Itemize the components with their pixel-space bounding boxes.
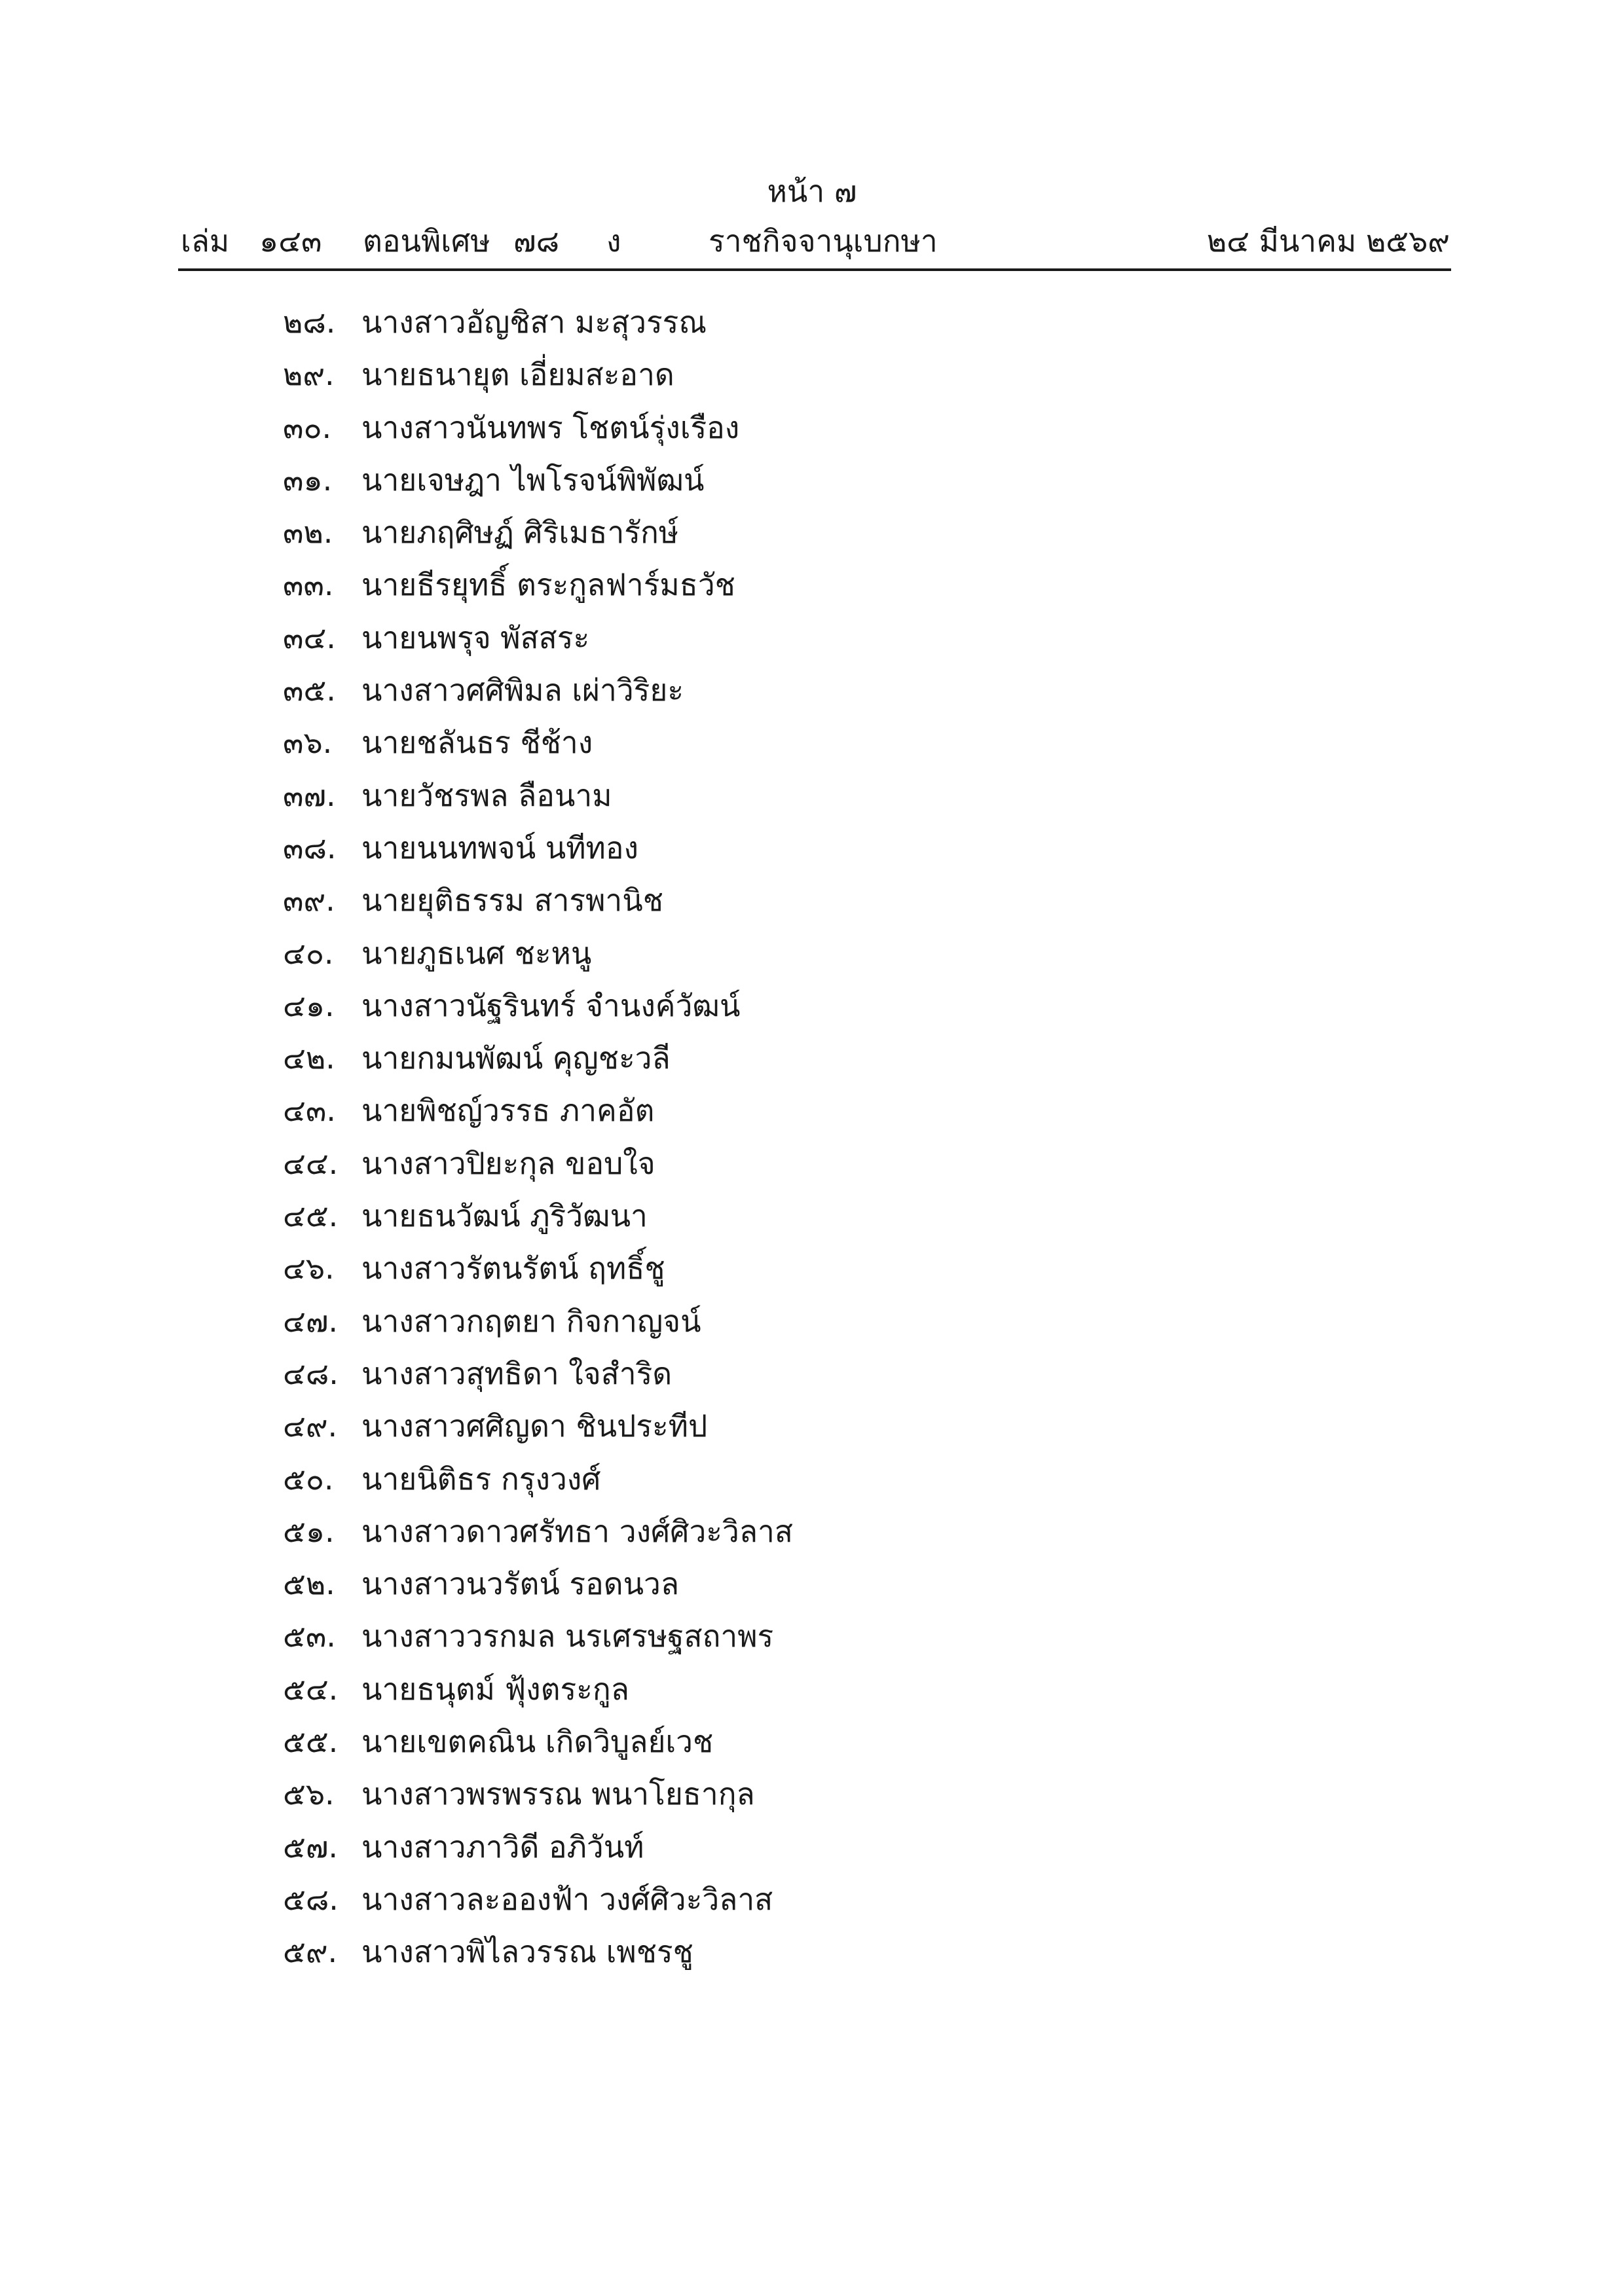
item-number: ๕๒.	[283, 1566, 335, 1602]
person-name: นายนพรุจ พัสสระ	[361, 619, 590, 655]
item-number: ๓๑.	[283, 462, 333, 498]
person-name: นางสาววรกมล นรเศรษฐสถาพร	[361, 1618, 774, 1654]
item-number: ๔๒.	[283, 1040, 335, 1076]
person-name: นายกมนพัฒน์ คุญชะวลี	[361, 1040, 671, 1076]
person-name: นางสาวนัฐรินทร์ จำนงค์วัฒน์	[361, 987, 741, 1023]
item-number: ๓๖.	[283, 725, 333, 761]
person-name: นายชลันธร ชีช้าง	[361, 725, 593, 761]
item-number: ๓๒.	[283, 515, 333, 551]
item-number: ๔๐.	[283, 935, 334, 971]
person-name: นายธนุตม์ ฟุ้งตระกูล	[361, 1671, 629, 1707]
item-number: ๕๙.	[283, 1934, 338, 1970]
person-name: นางสาวละอองฟ้า วงศ์ศิวะวิลาส	[361, 1881, 773, 1917]
person-name: นางสาวอัญชิสา มะสุวรรณ	[361, 304, 707, 340]
item-number: ๒๙.	[283, 357, 335, 393]
person-name: นางสาวสุทธิดา ใจสำริด	[361, 1355, 673, 1391]
person-name: นายเขตคณิน เกิดวิบูลย์เวช	[361, 1724, 714, 1760]
person-name: นายนิติธร กรุงวงศ์	[361, 1461, 601, 1497]
section-letter: ง	[606, 223, 621, 259]
person-name: นายยุติธรรม สารพานิช	[361, 883, 663, 919]
publication-date: ๒๔ มีนาคม ๒๕๖๙	[1206, 223, 1450, 259]
item-number: ๕๕.	[283, 1724, 339, 1760]
gazette-header	[181, 221, 1450, 261]
item-number: ๔๘.	[283, 1355, 339, 1391]
item-number: ๕๔.	[283, 1671, 339, 1707]
item-number: ๓๐.	[283, 409, 332, 445]
gazette-name: ราชกิจจานุเบกษา	[709, 223, 938, 259]
person-name: นางสาวรัตนรัตน์ ฤทธิ์ชู	[361, 1250, 665, 1286]
person-name: นางสาวนวรัตน์ รอดนวล	[361, 1566, 680, 1602]
person-name: นางสาวพรพรรณ พนาโยธากุล	[361, 1776, 755, 1812]
item-number: ๓๗.	[283, 777, 336, 813]
person-name: นางสาวดาวศรัทธา วงศ์ศิวะวิลาส	[361, 1513, 793, 1549]
volume-label: เล่ม	[181, 223, 230, 259]
person-name: นางสาวกฤตยา กิจกาญจน์	[361, 1303, 701, 1339]
person-name: นายภูธเนศ ชะหนู	[361, 935, 592, 971]
issue-number: ๗๘	[513, 223, 560, 259]
item-number: ๔๕.	[283, 1198, 339, 1234]
person-name: นายเจษฎา ไพโรจน์พิพัฒน์	[361, 462, 705, 498]
person-name: นายภฤศิษฏ์ ศิริเมธารักษ์	[361, 515, 679, 551]
item-number: ๕๐.	[283, 1461, 334, 1497]
person-name: นายธนายุต เอี่ยมสะอาด	[361, 357, 674, 393]
item-number: ๓๘.	[283, 829, 337, 866]
item-number: ๕๖.	[283, 1776, 335, 1812]
person-name: นายนนทพจน์ นทีทอง	[361, 829, 638, 866]
person-name: นางสาวภาวิดี อภิวันท์	[361, 1829, 644, 1865]
issue-label: ตอนพิเศษ	[363, 223, 490, 259]
item-number: ๔๗.	[283, 1303, 339, 1339]
item-number: ๓๔.	[283, 619, 336, 655]
person-name: นายวัชรพล ลือนาม	[361, 777, 612, 813]
item-number: ๔๔.	[283, 1145, 339, 1181]
person-name: นายธนวัฒน์ ภูริวัฒนา	[361, 1198, 648, 1234]
item-number: ๔๙.	[283, 1408, 338, 1444]
item-number: ๕๓.	[283, 1618, 336, 1654]
item-number: ๓๓.	[283, 567, 334, 603]
person-name: นางสาวศศิพิมล เผ่าวิริยะ	[361, 672, 684, 708]
header-divider	[178, 268, 1451, 271]
item-number: ๓๙.	[283, 883, 335, 919]
item-number: ๓๕.	[283, 672, 336, 708]
item-number: ๔๖.	[283, 1250, 335, 1286]
item-number: ๕๘.	[283, 1881, 339, 1917]
person-name: นางสาวนันทพร โชตน์รุ่งเรือง	[361, 409, 740, 445]
item-number: ๒๘.	[283, 304, 336, 340]
person-name: นางสาวปิยะกุล ขอบใจ	[361, 1145, 655, 1181]
person-name: นายพิชญ์วรรธ ภาคอัต	[361, 1093, 655, 1129]
person-name: นางสาวพิไลวรรณ เพชรชู	[361, 1934, 693, 1970]
person-name: นางสาวศศิญดา ชินประทีป	[361, 1408, 708, 1444]
item-number: ๕๗.	[283, 1829, 339, 1865]
item-number: ๔๓.	[283, 1093, 336, 1129]
page-number: หน้า ๗	[767, 173, 857, 209]
item-number: ๔๑.	[283, 987, 335, 1023]
person-name: นายธีรยุทธิ์ ตระกูลฟาร์มธวัช	[361, 567, 735, 603]
item-number: ๕๑.	[283, 1513, 335, 1549]
volume-number: ๑๔๓	[259, 223, 322, 259]
